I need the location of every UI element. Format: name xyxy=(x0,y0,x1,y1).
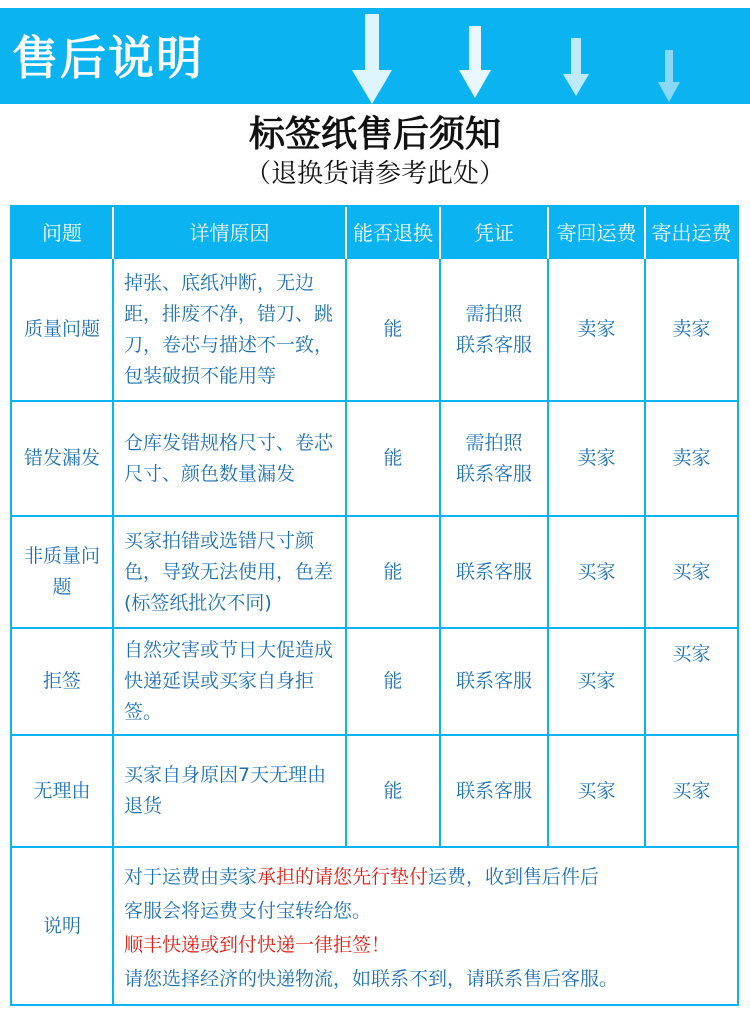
header-returnable: 能否退换 xyxy=(347,207,441,259)
row-send-fee: 买家 xyxy=(646,517,737,629)
note-warning: 顺丰快递或到付快递一律拒签！ xyxy=(124,934,391,956)
page-subtitle: （退换货请参考此处） xyxy=(244,159,505,189)
proof-line: 联系客服 xyxy=(455,560,532,583)
row-send-fee: 卖家 xyxy=(646,402,737,517)
row-proof xyxy=(441,402,549,517)
row-return-fee: 买家 xyxy=(549,736,646,848)
row-return-fee: 卖家 xyxy=(549,259,646,402)
row-return-fee: 买家 xyxy=(549,517,646,629)
row-proof xyxy=(441,629,549,736)
note-line: 请您选择经济的快递物流，如联系不到，请联系售后客服。 xyxy=(124,968,619,990)
row-issue: 拒签 xyxy=(12,629,114,736)
row-issue: 无理由 xyxy=(12,736,114,848)
row-detail xyxy=(114,736,347,848)
table-header-row xyxy=(12,207,737,259)
header-proof: 凭证 xyxy=(441,207,549,259)
row-detail xyxy=(114,259,347,402)
row-send-fee: 卖家 xyxy=(646,259,737,402)
after-sales-table xyxy=(10,205,739,1006)
header-return-fee: 寄回运费 xyxy=(549,207,646,259)
note-text xyxy=(114,860,737,996)
row-send-fee: 买家 xyxy=(646,736,737,848)
row-returnable: 能 xyxy=(347,629,441,736)
proof-line: 联系客服 xyxy=(455,670,532,692)
row-detail xyxy=(114,629,347,736)
header-issue: 问题 xyxy=(12,207,114,259)
proof-line: 联系客服 xyxy=(455,333,532,356)
row-detail xyxy=(114,517,347,629)
note-line xyxy=(124,860,737,894)
row-proof xyxy=(441,517,549,629)
proof-line: 需拍照 xyxy=(465,431,523,454)
row-issue: 非质量问题 xyxy=(12,517,114,629)
header-send-fee: 寄出运费 xyxy=(651,220,732,245)
down-arrow-icon xyxy=(352,14,392,104)
proof-line: 需拍照 xyxy=(465,302,523,325)
row-issue: 错发漏发 xyxy=(12,402,114,517)
note-line: 客服会将运费支付宝转给您。 xyxy=(124,900,372,922)
row-returnable: 能 xyxy=(347,517,441,629)
down-arrow-icon xyxy=(658,50,680,102)
row-detail-text: 买家自身原因7天无理由退货 xyxy=(124,764,327,817)
row-send-fee: 买家 xyxy=(646,629,737,736)
row-returnable: 能 xyxy=(347,259,441,402)
row-proof xyxy=(441,259,549,402)
row-returnable: 能 xyxy=(347,736,441,848)
row-issue: 质量问题 xyxy=(12,259,114,402)
header-detail: 详情原因 xyxy=(114,207,347,259)
down-arrow-icon xyxy=(563,38,589,96)
header-banner xyxy=(0,8,750,104)
row-detail xyxy=(114,402,347,517)
down-arrow-icon xyxy=(459,26,491,98)
row-detail-text: 买家拍错或选错尺寸颜色，导致无法使用，色差(标签纸批次不同) xyxy=(124,529,334,614)
row-return-fee: 买家 xyxy=(549,629,646,736)
row-returnable: 能 xyxy=(347,402,441,517)
row-detail-text: 仓库发错规格尺寸、卷芯尺寸、颜色数量漏发 xyxy=(124,431,334,485)
note-segment: 运费，收到售后件后 xyxy=(428,866,600,888)
proof-line: 联系客服 xyxy=(455,462,532,485)
row-return-fee: 卖家 xyxy=(549,402,646,517)
note-segment: 对于运费由卖家 xyxy=(124,866,258,888)
proof-line: 联系客服 xyxy=(455,779,532,802)
page-title: 标签纸售后须知 xyxy=(248,114,501,155)
row-detail-text: 掉张、底纸冲断，无边距，排废不净，错刀、跳刀，卷芯与描述不一致，包装破损不能用等 xyxy=(124,271,334,387)
row-detail-text: 自然灾害或节日大促造成快递延误或买家自身拒签。 xyxy=(124,639,334,723)
note-highlight: 承担的请您先行垫付 xyxy=(257,866,429,888)
banner-title: 售后说明 xyxy=(12,31,204,85)
note-label: 说明 xyxy=(12,848,114,1004)
row-proof xyxy=(441,736,549,848)
